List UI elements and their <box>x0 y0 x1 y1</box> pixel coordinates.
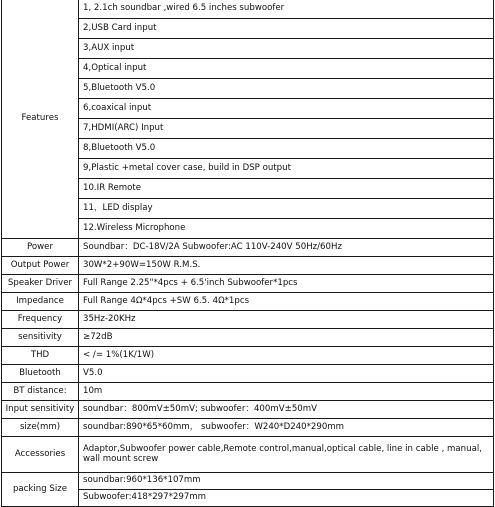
feature-item: 7,HDMI(ARC) Input <box>79 119 494 139</box>
spec-value: < /= 1%(1K/1W) <box>79 347 494 365</box>
feature-item: 8,Bluetooth V5.0 <box>79 139 494 159</box>
spec-label: Output Power <box>2 257 79 275</box>
spec-value: Full Range 2.25"*4pcs + 6.5'inch Subwoofer*1pcs <box>79 275 494 293</box>
feature-item: 11，LED display <box>79 199 494 219</box>
feature-item: 2,USB Card input <box>79 19 494 39</box>
packing-line: soundbar:960*136*107mm <box>79 473 494 490</box>
spec-label: Frequency <box>2 311 79 329</box>
table-row <box>2 257 494 275</box>
spec-label: Power <box>2 239 79 257</box>
feature-item: 6,coaxical input <box>79 99 494 119</box>
spec-label: Speaker Driver <box>2 275 79 293</box>
feature-item: 5,Bluetooth V5.0 <box>79 79 494 99</box>
spec-value: Full Range 4Ω*4pcs +SW 6.5. 4Ω*1pcs <box>79 293 494 311</box>
spec-value: ≥72dB <box>79 329 494 347</box>
feature-item: 3,AUX input <box>79 39 494 59</box>
feature-item: 9,Plastic +metal cover case, build in DSP output <box>79 159 494 179</box>
table-row <box>2 401 494 419</box>
accessories-label: Accessories <box>2 437 79 473</box>
spec-table <box>1 0 494 507</box>
accessories-value: Adaptor,Subwoofer power cable,Remote control,manual,optical cable, line in cable , manual, wall mount screw <box>79 437 494 473</box>
spec-value: soundbar:890*65*60mm， subwoofer：W240*D240*290mm <box>79 419 494 437</box>
spec-value: 30W*2+90W=150W R.M.S. <box>79 257 494 275</box>
spec-label: Bluetooth <box>2 365 79 383</box>
table-row <box>2 239 494 257</box>
table-row <box>2 347 494 365</box>
table-row <box>2 473 494 490</box>
table-row <box>2 311 494 329</box>
feature-item: 1, 2.1ch soundbar ,wired 6.5 inches subwoofer <box>79 0 494 19</box>
table-row <box>2 275 494 293</box>
spec-value: 35Hz-20KHz <box>79 311 494 329</box>
feature-item: 4,Optical input <box>79 59 494 79</box>
table-row <box>2 293 494 311</box>
feature-item: 10.IR Remote <box>79 179 494 199</box>
spec-label: size(mm) <box>2 419 79 437</box>
table-row <box>2 383 494 401</box>
spec-value: 10m <box>79 383 494 401</box>
spec-value: V5.0 <box>79 365 494 383</box>
table-row <box>2 0 494 19</box>
table-row <box>2 437 494 473</box>
feature-item: 12.Wireless Microphone <box>79 219 494 239</box>
spec-label: Input sensitivity <box>2 401 79 419</box>
spec-label: sensitivity <box>2 329 79 347</box>
spec-value: Soundbar：DC-18V/2A Subwoofer:AC 110V-240V 50Hz/60Hz <box>79 239 494 257</box>
table-row <box>2 365 494 383</box>
spec-label: Impedance <box>2 293 79 311</box>
packing-label: packing Size <box>2 473 79 507</box>
features-label: Features <box>2 0 79 239</box>
spec-label: BT distance: <box>2 383 79 401</box>
spec-value: soundbar：800mV±50mV; subwoofer：400mV±50mV <box>79 401 494 419</box>
packing-line: Subwoofer:418*297*297mm <box>79 490 494 507</box>
spec-label: THD <box>2 347 79 365</box>
table-row <box>2 419 494 437</box>
table-row <box>2 329 494 347</box>
